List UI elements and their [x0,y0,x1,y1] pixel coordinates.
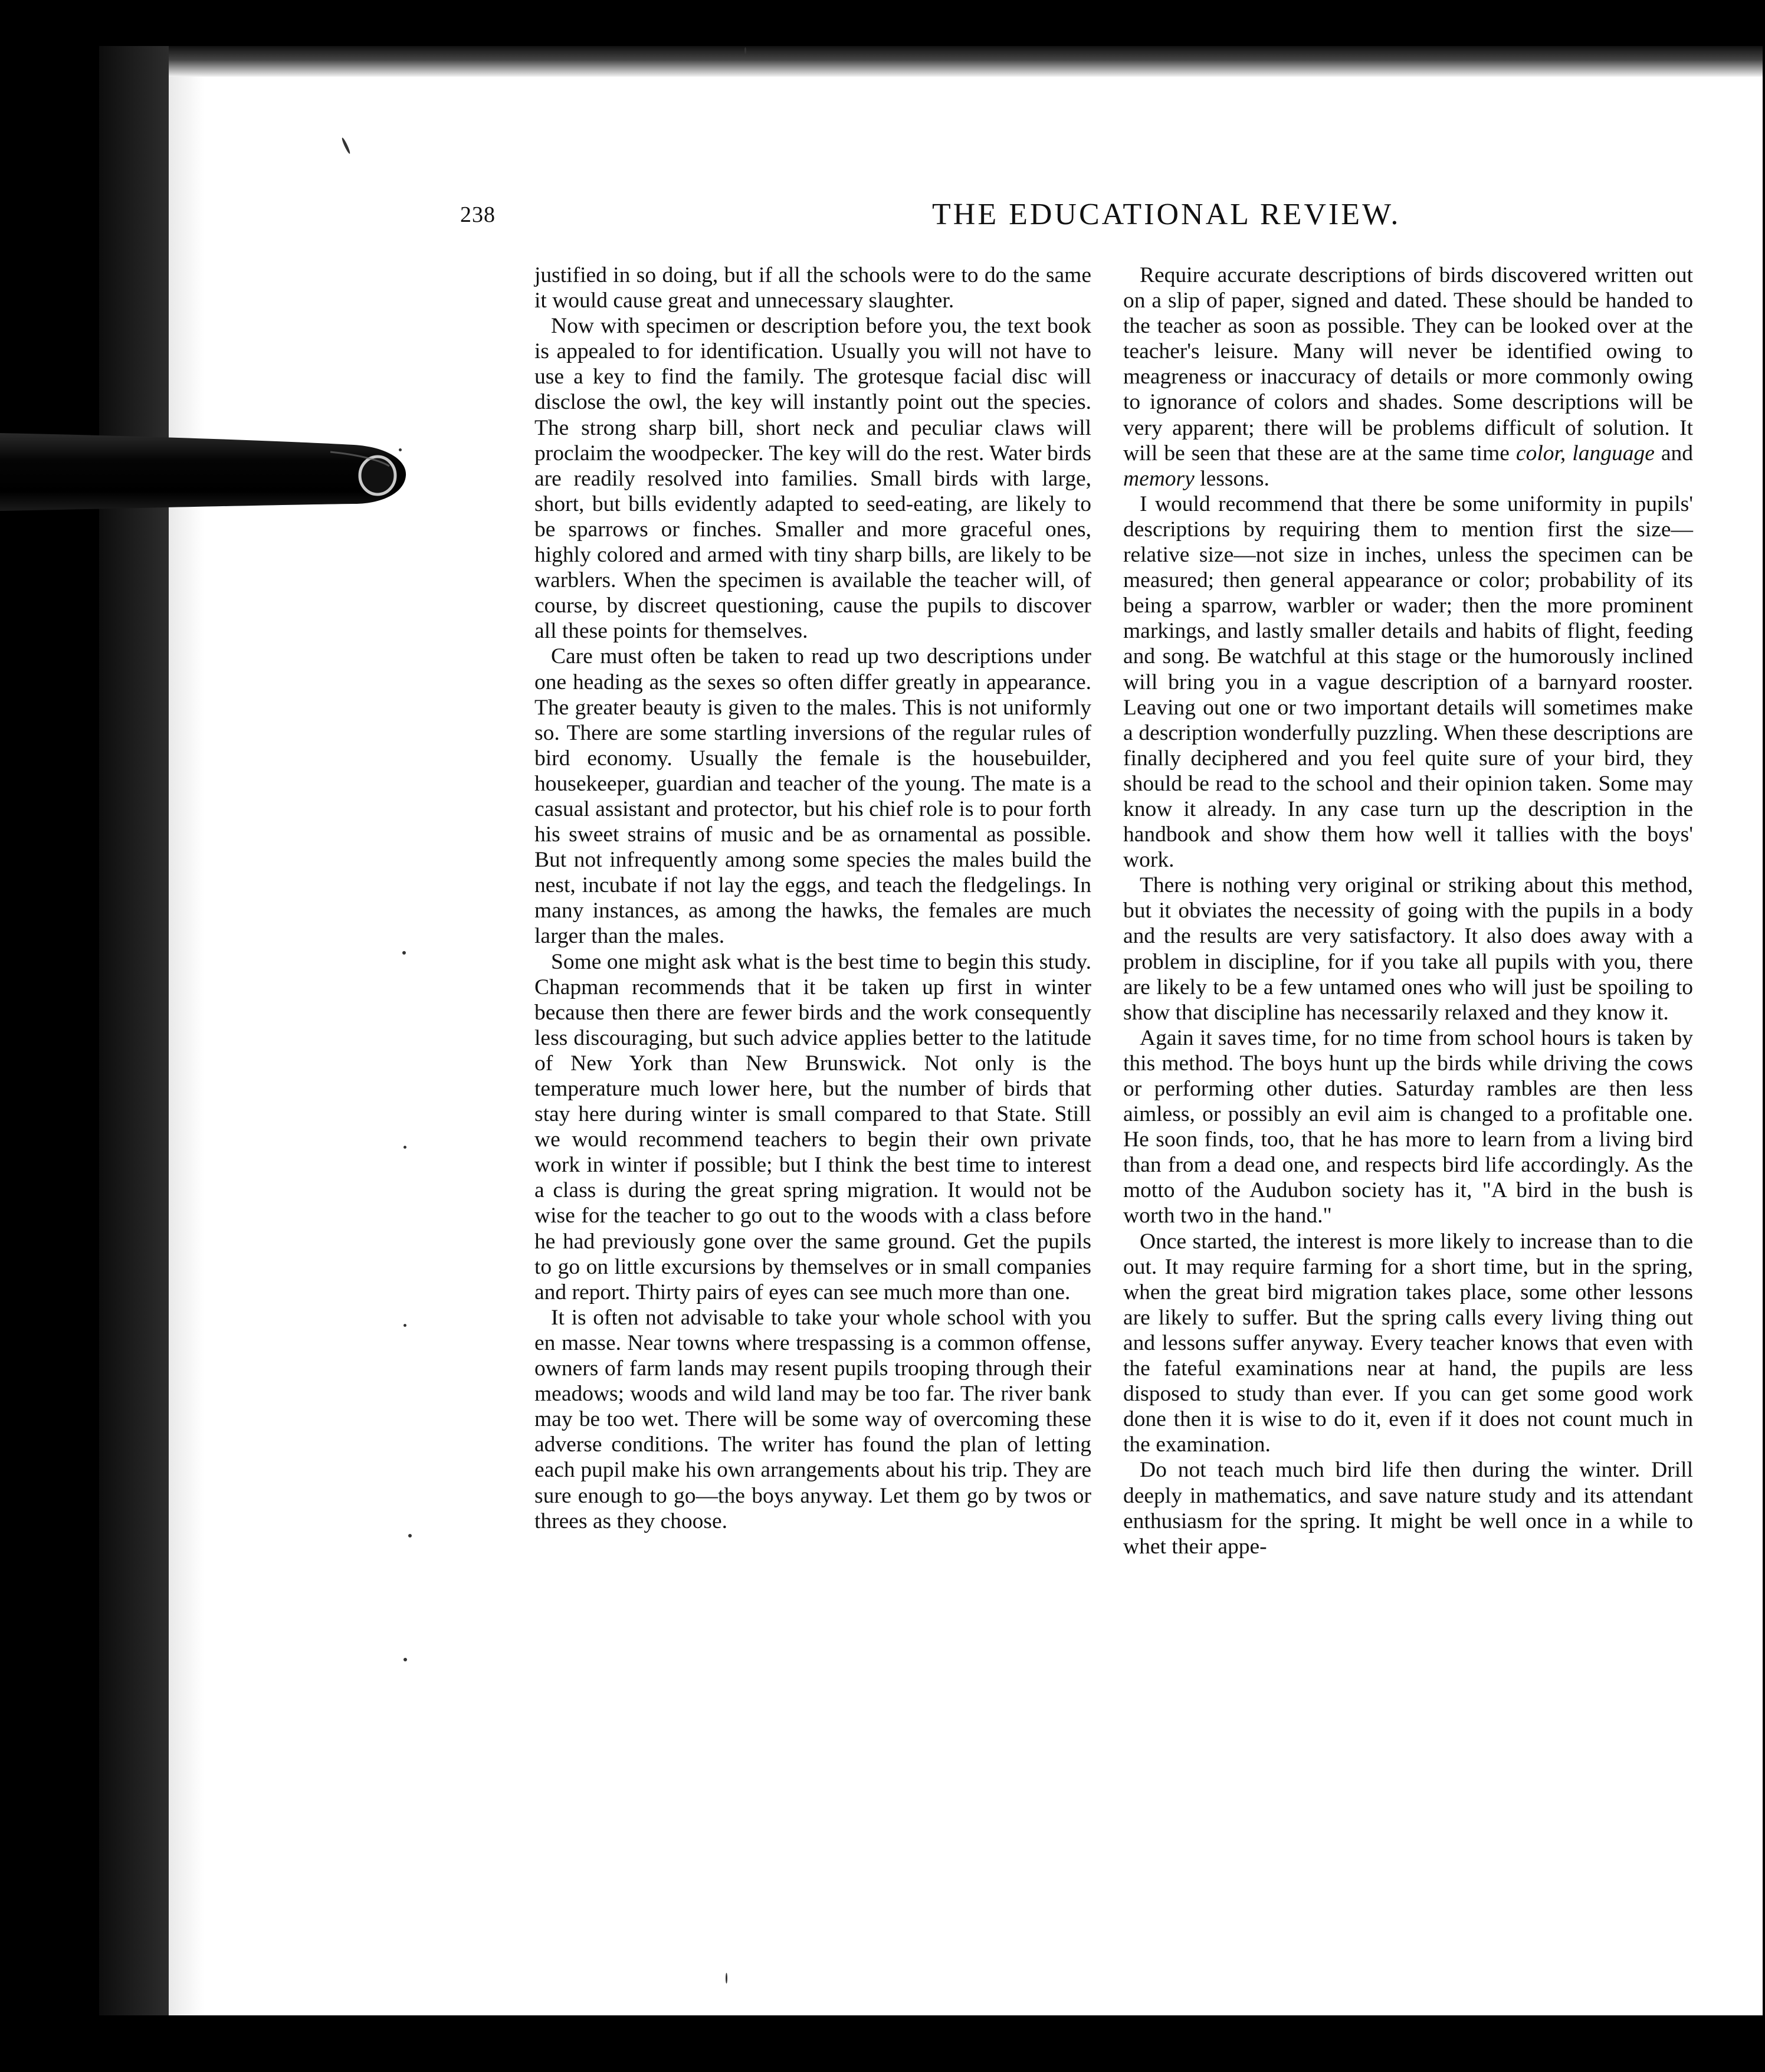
page-number: 238 [460,202,496,227]
paragraph: I would recommend that there be some uniformity in pupils' descriptions by requiring them to mention first the size—relative size—not size in inches, unless the specimen can be measured; then general appearance or color; probability of its being a sparrow, warbler or wader; then the more prominent markings, and lastly smaller details and habits of flight, feeding and song. Be watchful at this stage or the humorously inclined will bring you in a vague description of a barnyard rooster. Leaving out one or two important details will sometimes make a description wonderfully puzzling. When these descriptions are finally deciphered and you feel quite sure of your bird, they should be read to the school and their opinion taken. Some may know it already. In any case turn up the description in the handbook and show them how well it tallies with the boys' work. [1123,491,1693,873]
microfilm-top-band [169,46,1763,77]
paragraph: Do not teach much bird life then during the winter. Drill deeply in mathematics, and save nature study and its attendant enthusiasm for the spring. It might be well once in a while to whet their appe- [1123,1458,1693,1559]
pencil-pointer-image [0,409,407,527]
text-run: lessons. [1194,466,1269,491]
paragraph: There is nothing very original or striking about this method, but it obviates the necessity of going with the pupils in a body and the results are very satisfactory. It also does away with a problem in discipline, for if you take all pupils with you, there are likely to be a few untamed ones who will just be spoiling to show that discipline has necessarily relaxed and they know it. [1123,873,1693,1025]
page-header [460,197,1401,238]
text-run: Require accurate descriptions of birds discovered written out on a slip of paper, signed and dated. These should be handed to the teacher as soon as possible. They can be looked over at the teacher's leisure. Many will never be identified owing to meagreness or inaccuracy of details or more commonly owing to ignorance of colors and shades. Some descriptions will be very apparent; there will be problems difficult of solution. It will be seen that these are at the same time [1123,263,1693,465]
paragraph: Once started, the interest is more likely to increase than to die out. It may require farming for a short time, but in the spring, when the great bird migration takes place, some other lessons are likely to suffer. But the spring calls every living thing out and lessons suffer anyway. Every teacher knows that even with the fateful examinations near at hand, the pupils are less disposed to study than ever. If you can get some good work done then it is wise to do it, even if it does not count much in the examination. [1123,1229,1693,1457]
paragraph: Again it saves time, for no time from school hours is taken by this method. The boys hunt up the birds while driving the cows or performing other duties. Saturday rambles are then less aimless, or possibly an evil aim is changed to a profitable one. He soon finds, too, that he has more to learn from a living bird than from a dead one, and respects bird life accordingly. As the motto of the Audubon society has it, "A bird in the bush is worth two in the hand." [1123,1025,1693,1228]
italic-text: color, language [1515,441,1655,465]
microfilm-shadow [99,46,169,2015]
paragraph [1123,263,1693,491]
paragraph: justified in so doing, but if all the schools were to do the same it would cause great and unnecessary slaughter. [534,263,1091,313]
italic-text: memory [1123,466,1195,491]
right-column [1123,263,1693,1559]
page-gutter-edge [169,46,204,2015]
paragraph: Care must often be taken to read up two descriptions under one heading as the sexes so often differ greatly in appearance. The greater beauty is given to the males. This is not uniformly so. There are some startling inversions of the regular rules of bird economy. Usually the female is the housebuilder, housekeeper, guardian and teacher of the young. The mate is a casual assistant and protector, but his chief role is to pour forth his sweet strains of music and be as ornamental as possible. But not infrequently among some species the males build the nest, incubate if not lay the eggs, and teach the fledgelings. In many instances, as among the hawks, the females are much larger than the males. [534,644,1091,949]
running-title: THE EDUCATIONAL REVIEW. [932,198,1401,231]
paragraph: Now with specimen or description before you, the text book is appealed to for identification. Usually you will not have to use a key to find the family. The grotesque facial disc will disclose the owl, the key will instantly point out the species. The strong sharp bill, short neck and peculiar claws will proclaim the woodpecker. The key will do the rest. Water birds are readily resolved into families. Small birds with large, short, but bills evidently adapted to seed-eating, are likely to be sparrows or finches. Smaller and more graceful ones, highly colored and armed with tiny sharp bills, are likely to be warblers. When the specimen is available the teacher will, of course, by discreet questioning, cause the pupils to discover all these points for themselves. [534,314,1091,644]
paragraph: Some one might ask what is the best time to begin this study. Chapman recommends that it be taken up first in winter because then there are fewer birds and the work consequently less discouraging, but such advice applies better to the latitude of New York than New Brunswick. Not only is the temperature much lower here, but the number of birds that stay here during winter is small compared to that State. Still we would recommend teachers to begin their own private work in winter if possible; but I think the best time to interest a class is during the great spring migration. It would not be wise for the teacher to go out to the woods with a class before he had previously gone over the same ground. Get the pupils to go on little excursions by themselves or in small companies and report. Thirty pairs of eyes can see much more than one. [534,949,1091,1304]
text-run: and [1654,441,1693,465]
left-column [534,263,1091,1534]
paragraph: It is often not advisable to take your whole school with you en masse. Near towns where trespassing is a common offense, owners of farm lands may resent pupils trooping through their meadows; woods and wild land may be too far. The river bank may be too wet. There will be some way of overcoming these adverse conditions. The writer has found the plan of letting each pupil make his own arrangements about his trip. They are sure enough to go—the boys anyway. Let them go by twos or threes as they choose. [534,1305,1091,1533]
